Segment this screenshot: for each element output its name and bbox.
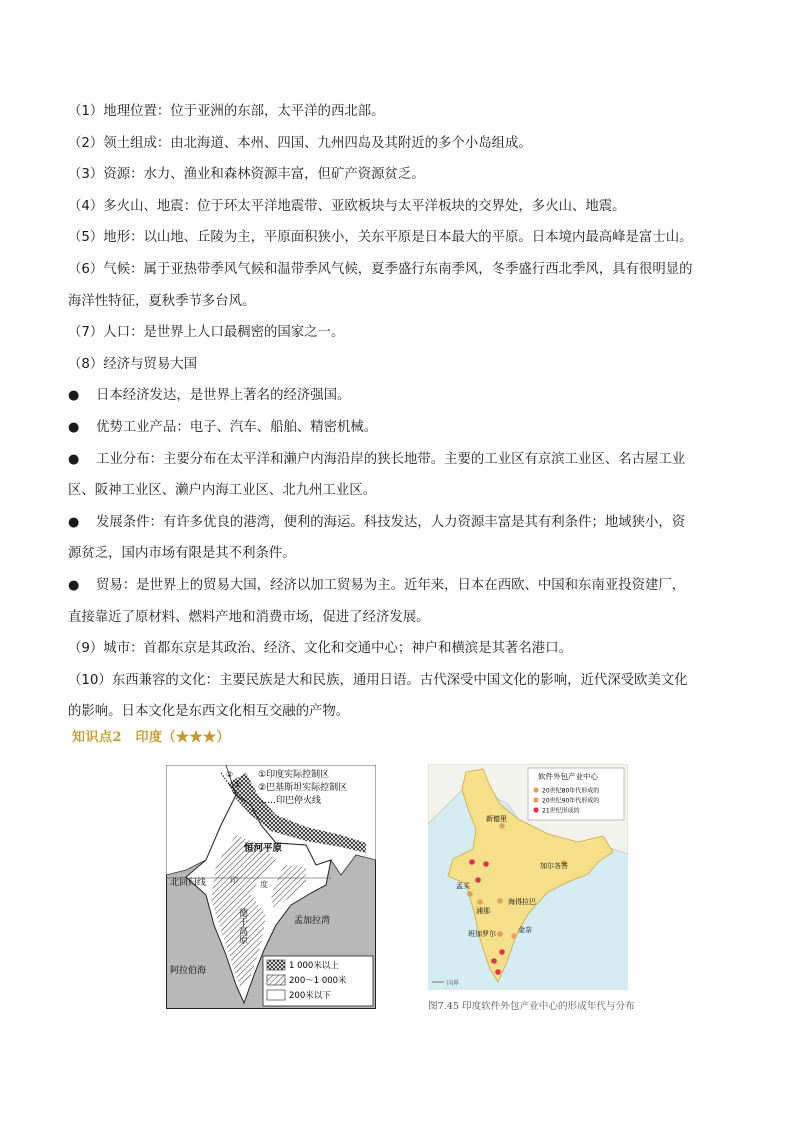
label-deccan-plateau: 德干高原 — [237, 908, 247, 944]
city-bangalore: 班加罗尔 — [468, 930, 496, 938]
marker-new-delhi — [499, 823, 505, 829]
city-new-delhi: 新德里 — [486, 815, 507, 823]
paragraph-volcano: （4）多火山、地震：位于环太平洋地震带、亚欧板块与太平洋板块的交界处，多火山、地震。 — [68, 198, 626, 214]
marker-pune — [477, 899, 483, 905]
knowledge-point-heading: 知识点2 印度（★★★） — [72, 730, 231, 745]
bullet-products: ● 优势工业产品：电子、汽车、船舶、精密机械。 — [68, 412, 728, 444]
paragraph-territory: （2）领土组成：由北海道、本州、四国、九州四岛及其附近的多个小岛组成。 — [68, 135, 532, 151]
marker-hyderabad — [497, 898, 503, 904]
paragraph-cities: （9）城市：首都东京是其政治、经济、文化和交通中心；神户和横滨是其著名港口。 — [68, 641, 572, 657]
paragraph-culture-cont: 的影响。日本文化是东西文化相互交融的产物。 — [68, 704, 350, 720]
paragraph-economy-heading: （8）经济与贸易大国 — [68, 356, 198, 372]
marker-mumbai — [467, 891, 473, 897]
bullet-conditions: ● 发展条件：有许多优良的港湾，便利的海运。科技发达，人力资源丰富是其有利条件；地域狭小，资 — [68, 507, 728, 539]
legend-21st: 21世纪形成的 — [542, 807, 580, 815]
city-pune: 浦那 — [476, 907, 490, 915]
bullet-dot: ● — [68, 419, 80, 435]
label-small-2: 度 — [260, 880, 268, 889]
paragraph-climate-cont: 海洋性特征，夏秋季节多台风。 — [68, 293, 256, 309]
paragraph-location: （1）地理位置：位于亚洲的东部，太平洋的西北部。 — [68, 104, 385, 119]
marker-west-3 — [475, 877, 481, 883]
bullet-industry: ● 工业分布：主要分布在太平洋和濑户内海沿岸的狭长地带。主要的工业区有京滨工业区、名古屋工业 — [68, 444, 728, 476]
legend-below-200: 200米以下 — [289, 991, 331, 1001]
legend-1980s: 20世纪80年代形成的 — [542, 787, 600, 795]
region-label-1: ① — [234, 780, 242, 789]
document-body — [68, 96, 728, 728]
paragraph-population: （7）人口：是世界上人口最稠密的国家之一。 — [68, 325, 345, 341]
border-legend-label: 国界 — [447, 980, 460, 987]
region-label-2: ② — [226, 770, 234, 779]
legend-above-1000: 1 000米以上 — [289, 961, 339, 971]
bullet-economy: ● 日本经济发达，是世界上著名的经济强国。 — [68, 380, 728, 412]
label-tropic-of-cancer: 北回归线 — [170, 878, 207, 888]
marker-south-1 — [499, 949, 505, 955]
marker-bangalore — [497, 931, 503, 937]
marker-west-2 — [483, 861, 489, 867]
paragraph-culture: （10）东西兼容的文化：主要民族是大和民族，通用日语。古代深受中国文化的影响，近代深受欧美文化 — [68, 672, 688, 688]
legend-1990s: 20世纪90年代形成的 — [542, 797, 600, 805]
label-small-1: 印 — [230, 876, 238, 885]
marker-south-2 — [491, 958, 497, 964]
bullet-dot: ● — [68, 388, 80, 404]
legend-200-1000: 200～1 000米 — [289, 976, 347, 986]
city-kolkata: 加尔各答 — [540, 862, 568, 870]
label-ganges-plain: 恒河平原 — [244, 843, 283, 854]
india-terrain-map — [166, 765, 376, 1009]
marker-west-1 — [469, 859, 475, 865]
india-software-map — [428, 764, 628, 990]
bullet-dot: ● — [68, 514, 80, 530]
marker-chennai — [511, 933, 517, 939]
marker-south-3 — [495, 969, 501, 975]
bullet-trade-cont: 直接靠近了原材料、燃料产地和消费市场，促进了经济发展。 — [68, 609, 430, 625]
bullet-dot: ● — [68, 451, 80, 467]
legend-india-control: ①印度实际控制区 — [258, 770, 330, 780]
legend-dot-1990s — [533, 797, 538, 802]
legend-dot-21st — [533, 807, 538, 812]
label-arabian-sea: 阿拉伯海 — [170, 966, 207, 976]
legend-dot-1980s — [533, 787, 538, 792]
bullet-industry-cont: 区、阪神工业区、濑户内海工业区、北九州工业区。 — [68, 483, 376, 499]
bullet-dot: ● — [68, 577, 80, 593]
legend-title: 软件外包产业中心 — [538, 772, 598, 781]
label-bay-of-bengal: 孟加拉湾 — [294, 916, 331, 926]
legend-ceasefire: ……印巴停火线 — [258, 796, 322, 806]
paragraph-resources: （3）资源：水力、渔业和森林资源丰富，但矿产资源贫乏。 — [68, 167, 425, 183]
city-chennai: 金奈 — [518, 926, 532, 934]
bullet-conditions-cont: 源贫乏，国内市场有限是其不利条件。 — [68, 546, 296, 562]
city-hyderabad: 海得拉巴 — [508, 898, 536, 906]
paragraph-terrain: （5）地形：以山地、丘陵为主，平原面积狭小，关东平原是日本最大的平原。日本境内最高峰是富士山。 — [68, 230, 693, 246]
map-legend-bottom — [263, 956, 373, 1006]
bullet-trade: ● 贸易：是世界上的贸易大国，经济以加工贸易为主。近年来，日本在西欧、中国和东南亚投资建厂， — [68, 570, 728, 602]
paragraph-climate: （6）气候：属于亚热带季风气候和温带季风气候，夏季盛行东南季风，冬季盛行西北季风，具有很明显的 — [68, 261, 693, 277]
figure-caption: 图7.45 印度软件外包产业中心的形成年代与分布 — [428, 1001, 635, 1012]
city-mumbai: 孟买 — [456, 882, 470, 890]
legend-pakistan-control: ②巴基斯坦实际控制区 — [258, 783, 348, 793]
